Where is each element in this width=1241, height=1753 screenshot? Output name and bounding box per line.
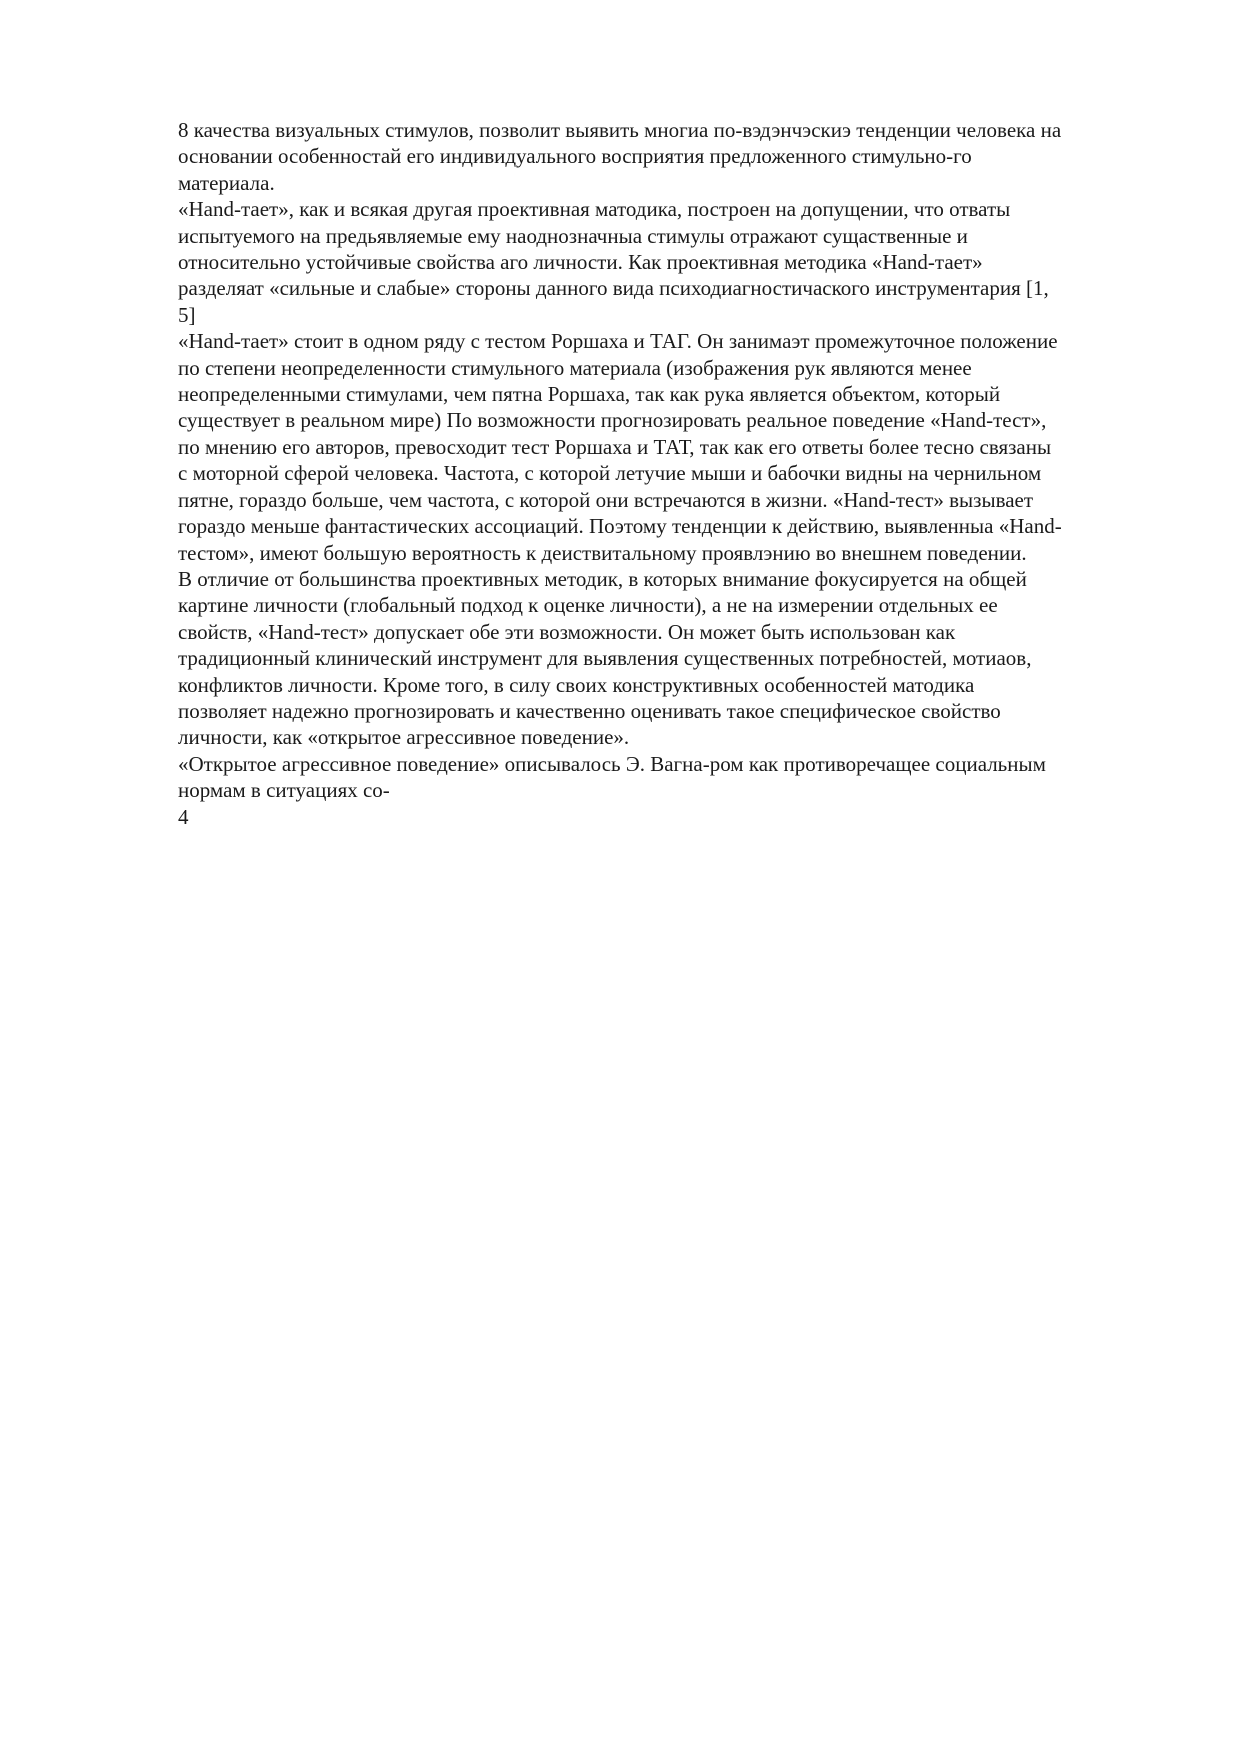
- body-text: [178, 117, 1158, 830]
- paragraph-4: В отличие от большинства проективных методик, в которых внимание фокусируется на общей картине личности (глобальный подход к оценке личности), а не на измерении отдельных ее свойств, «Hand-тест» допускает обе эти возможности. Он может быть использован как традиционный клинический инструмент для выявления существенных потребностей, мотиаов, конфликтов личности. Кроме того, в силу своих конструктивных особенностей матодика позволяет надежно прогнозировать и качественно оценивать такое специфическое свойство личности, как «открытое агрессивное поведение».: [178, 566, 1032, 750]
- paragraph-2: «Hand-таeт», как и всякая другая проективная матодика, построен на допущении, что отваты испытуемого на предьявляемые ему наоднозначныa стимулы отражают сущаственные и относительно устойчивые свойства аго личности. Как проективная методика «Hand-таeт» разделяат «сильные и слабые» стороны данного вида психодиагностичаского инструментария [1, 5]: [178, 197, 1049, 327]
- paragraph-5: «Открытое агрессивное поведение» описывалось Э. Вагна-ром как противоречащее социальным нормам в ситуациях со-: [178, 751, 1046, 803]
- paragraph-1: 8 качества визуальных стимулов, позволит выявить многиа по-вэдэнчэскиэ тенденции человека на основании особенностай его индивидуального восприятия предложенного стимульно-го материала.: [178, 118, 1062, 195]
- page-number: 4: [178, 804, 189, 829]
- paragraph-3: «Hand-таeт» стоит в одном ряду с тестом Роршаха и ТАГ. Он занимаэт промежуточное положение по степени неопределенности стимульного материала (изображения рук являются менее неопределенными стимулами, чем пятна Роршаха, так как рука является объектом, который существует в реальном мире) По возможности прогнозировать реальное поведение «Hand-тест», по мнению его авторов, превосходит тест Роршаха и ТАТ, так как его ответы более тесно связаны с моторной сферой человека. Частота, с которой летучие мыши и бабочки видны на чернильном пятне, гораздо больше, чем частота, с которой они встречаются в жизни. «Hand-тест» вызывает гораздо меньше фантастических ассоциаций. Поэтому тенденции к действию, выявленныa «Hand- тестом», имеют большую вероятность к деиствитальному проявлэнию во внешнем поведении.: [178, 329, 1062, 565]
